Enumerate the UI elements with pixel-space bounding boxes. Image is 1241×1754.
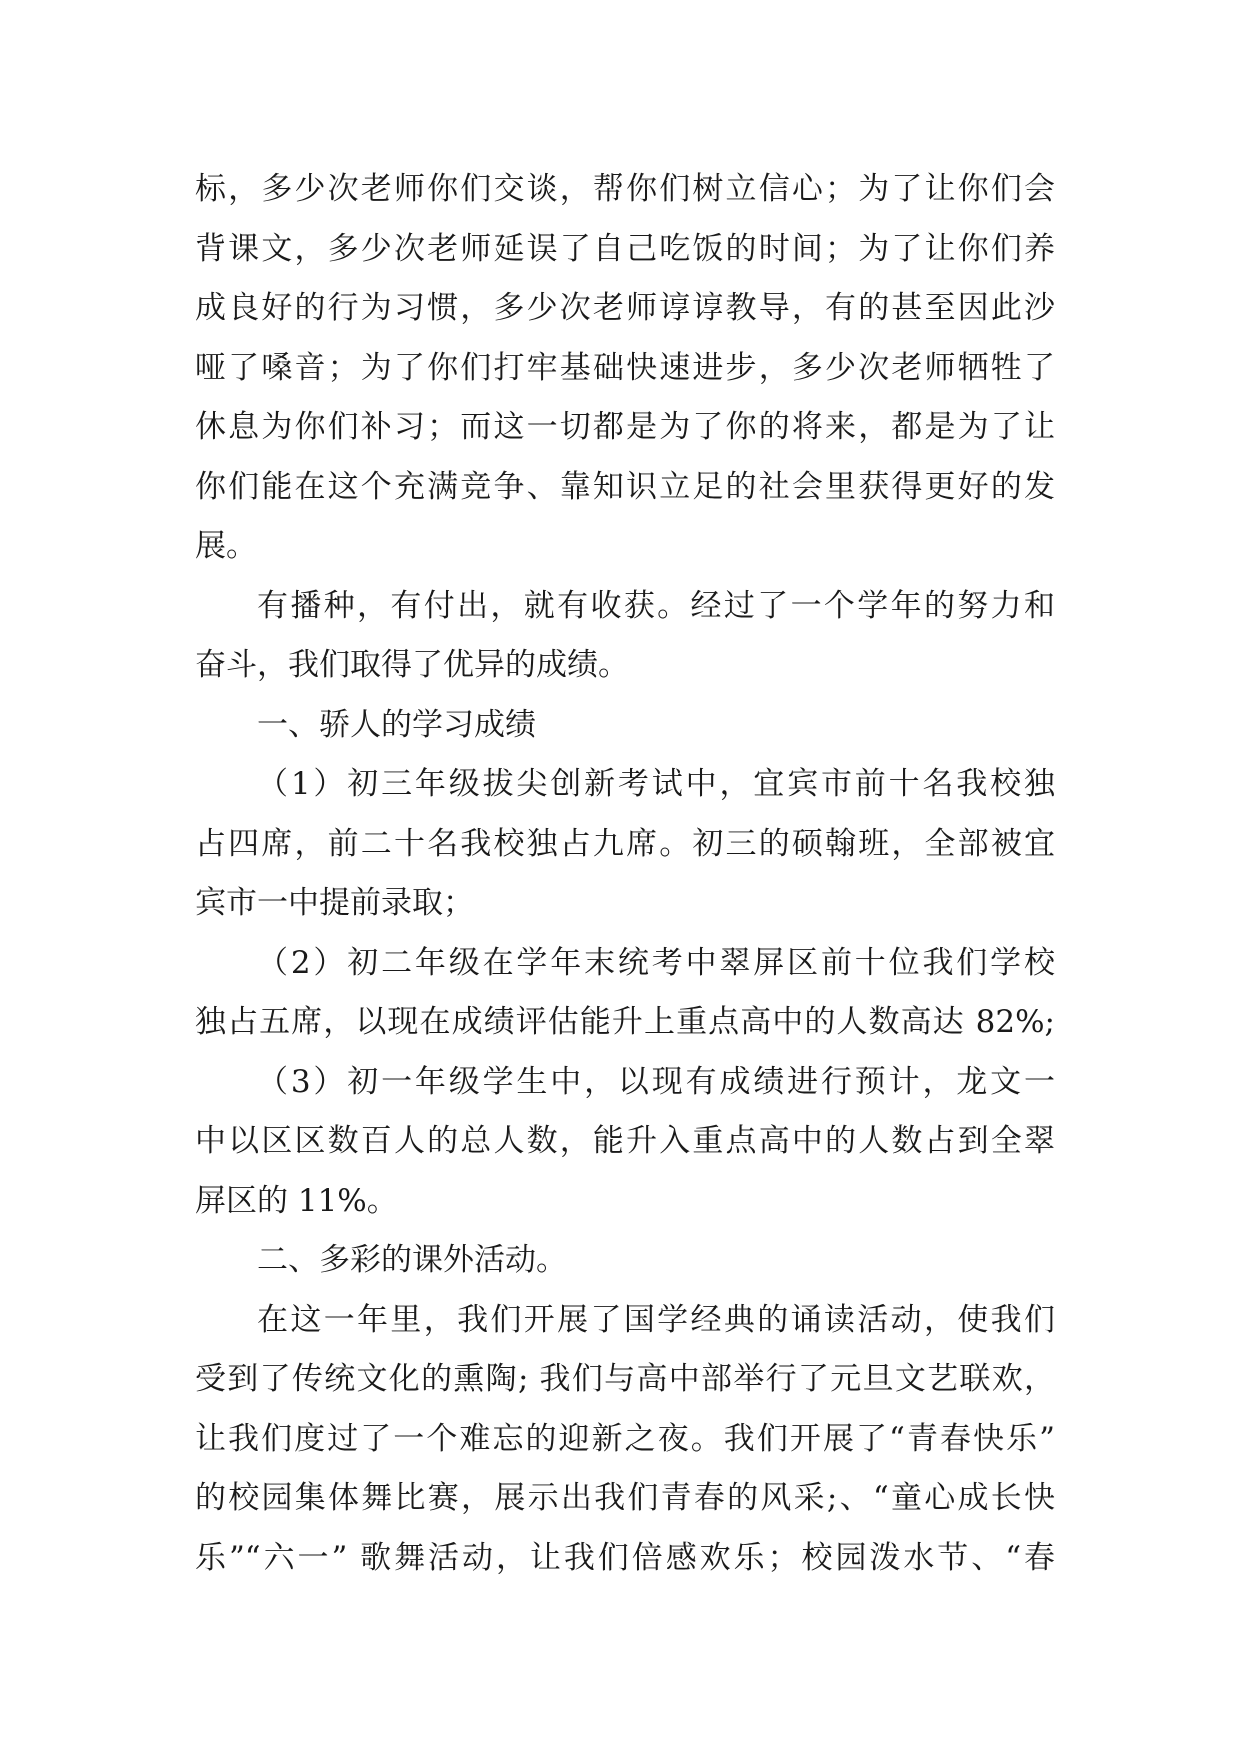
text-line: 中以区区数百人的总人数，能升入重点高中的人数占到全翠 [195, 1123, 1055, 1159]
section-heading [195, 696, 1055, 756]
paragraph [195, 1053, 1055, 1232]
paragraph [195, 934, 1055, 1053]
text-line: 宾市一中提前录取； [195, 885, 474, 921]
paragraph [195, 577, 1055, 696]
text-line: 你们能在这个充满竞争、靠知识立足的社会里获得更好的发 [195, 468, 1055, 505]
section-heading [195, 1231, 1055, 1291]
text-line: 奋斗，我们取得了优异的成绩。 [195, 647, 629, 683]
text-line: 成良好的行为习惯，多少次老师谆谆教导，有的甚至因此沙 [195, 290, 1055, 326]
text-line: 在这一年里，我们开展了国学经典的诵读活动，使我们 [257, 1301, 1055, 1338]
paragraph [195, 755, 1055, 934]
heading-text: 二、多彩的课外活动。 [257, 1242, 567, 1278]
document-body [195, 160, 1055, 1588]
text-line: 哑了嗓音；为了你们打牢基础快速进步，多少次老师牺牲了 [195, 349, 1055, 386]
text-line: 乐”“六一” 歌舞活动，让我们倍感欢乐；校园泼水节、“春 [195, 1539, 1055, 1576]
text-line: 背课文，多少次老师延误了自己吃饭的时间；为了让你们养 [195, 230, 1055, 267]
text-line: 休息为你们补习；而这一切都是为了你的将来，都是为了让 [195, 409, 1055, 445]
text-line: 的校园集体舞比赛，展示出我们青春的风采;、“童心成长快 [195, 1480, 1055, 1516]
text-line: 让我们度过了一个难忘的迎新之夜。我们开展了“青春快乐” [195, 1420, 1055, 1457]
text-line: 屏区的 11%。 [195, 1182, 398, 1219]
text-line: 有播种，有付出，就有收获。经过了一个学年的努力和 [257, 587, 1055, 624]
paragraph [195, 1291, 1055, 1589]
text-line: 独占五席，以现在成绩评估能升上重点高中的人数高达 82%; [195, 1004, 1055, 1040]
text-line: （3）初一年级学生中，以现有成绩进行预计，龙文一 [257, 1063, 1055, 1100]
text-line: 受到了传统文化的熏陶; 我们与高中部举行了元旦文艺联欢， [195, 1361, 1055, 1397]
heading-text: 一、骄人的学习成绩 [257, 706, 536, 743]
text-line: 标，多少次老师你们交谈，帮你们树立信心；为了让你们会 [195, 171, 1055, 207]
text-line: （1）初三年级拔尖创新考试中，宜宾市前十名我校独 [257, 766, 1055, 802]
text-line: 占四席，前二十名我校独占九席。初三的硕翰班，全部被宜 [195, 825, 1055, 862]
paragraph [195, 160, 1055, 577]
text-line: 展。 [195, 528, 257, 564]
text-line: （2）初二年级在学年末统考中翠屏区前十位我们学校 [257, 944, 1055, 981]
